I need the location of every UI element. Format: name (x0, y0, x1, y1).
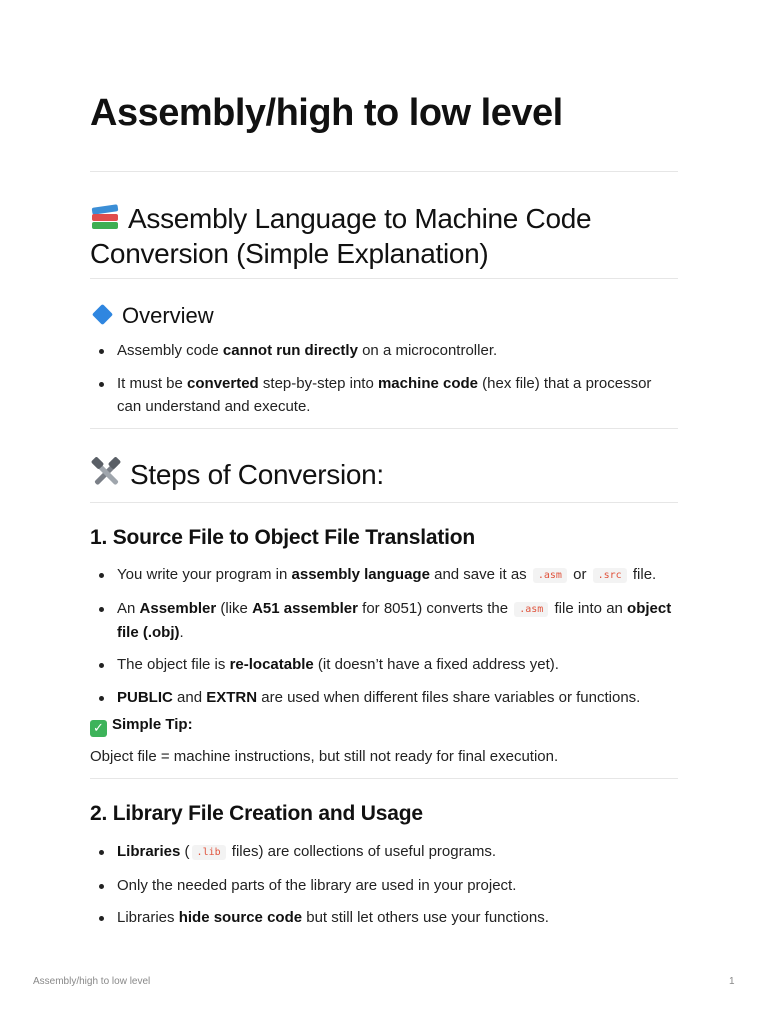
blue-diamond-icon (92, 304, 113, 325)
overview-heading: Overview (90, 302, 214, 330)
inline-code: .src (593, 568, 627, 583)
list-item: You write your program in assembly language and save it as .asm or .src file. (90, 563, 678, 587)
tools-icon (90, 457, 122, 489)
check-mark-icon: ✓ (90, 720, 107, 737)
step2-list (90, 840, 678, 939)
list-item: Libraries ( .lib files) are collections of useful programs. (90, 840, 678, 864)
list-item: Only the needed parts of the library are used in your project. (90, 874, 678, 897)
steps-heading: Steps of Conversion: (90, 457, 384, 492)
step1-list (90, 563, 678, 718)
inline-code: .lib (192, 845, 226, 860)
overview-list (90, 339, 678, 427)
inline-code: .asm (533, 568, 567, 583)
section-heading-main (90, 201, 678, 271)
divider (90, 278, 678, 279)
step2-heading: 2. Library File Creation and Usage (90, 802, 423, 825)
inline-code: .asm (514, 602, 548, 617)
list-item: Libraries hide source code but still let others use your functions. (90, 906, 678, 929)
divider (90, 778, 678, 779)
list-item: Assembly code cannot run directly on a microcontroller. (90, 339, 678, 362)
step1-heading: 1. Source File to Object File Translation (90, 526, 476, 549)
divider (90, 502, 678, 503)
tip-label: ✓ Simple Tip: (90, 716, 193, 737)
section-heading-line2: Conversion (Simple Explanation) (90, 238, 489, 269)
list-item: PUBLIC and EXTRN are used when different files share variables or functions. (90, 686, 678, 709)
list-item: An Assembler (like A51 assembler for 8051) converts the .asm file into an object file (.obj). (90, 597, 678, 644)
divider (90, 171, 678, 172)
section-heading-line1: Assembly Language to Machine Code (128, 203, 592, 234)
page-title: Assembly/high to low level (90, 92, 563, 134)
list-item: The object file is re-locatable (it doesn’t have a fixed address yet). (90, 653, 678, 676)
list-item: It must be converted step-by-step into machine code (hex file) that a processor can understand and execute. (90, 372, 678, 418)
divider (90, 428, 678, 429)
books-icon (90, 203, 120, 231)
tip-text: Object file = machine instructions, but still not ready for final execution. (90, 748, 559, 765)
footer-page-number: 1 (729, 976, 735, 987)
footer-title: Assembly/high to low level (33, 976, 151, 987)
